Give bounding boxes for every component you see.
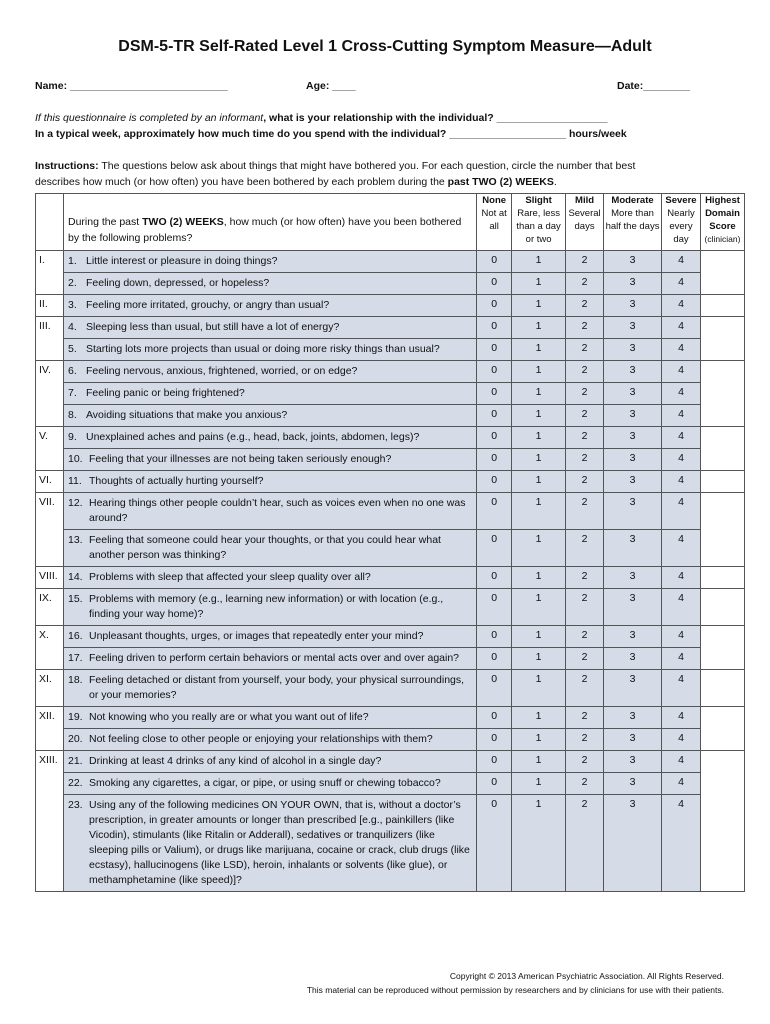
score-option-2[interactable]: 2 [566, 273, 604, 295]
typical-week-line[interactable]: In a typical week, approximately how much time do you spend with the individual? ____________________ hours/week [35, 128, 627, 140]
highest-domain-score-cell[interactable] [700, 493, 744, 567]
score-option-1[interactable]: 1 [512, 626, 566, 648]
domain-label: V. [36, 427, 64, 471]
score-option-1[interactable]: 1 [512, 670, 566, 707]
score-option-4[interactable]: 4 [662, 670, 701, 707]
score-option-0[interactable]: 0 [477, 530, 512, 567]
question-number: 9. [67, 431, 77, 443]
question-row [36, 427, 745, 449]
score-option-3[interactable]: 3 [604, 427, 662, 449]
question-text: Thoughts of actually hurting yourself? [88, 475, 264, 487]
score-option-3[interactable]: 3 [604, 295, 662, 317]
question-row [36, 251, 745, 273]
score-option-2[interactable]: 2 [566, 670, 604, 707]
score-option-0[interactable]: 0 [477, 670, 512, 707]
domain-header [36, 194, 64, 251]
score-option-1[interactable]: 1 [512, 405, 566, 427]
question-text: Using any of the following medicines ON YOUR OWN, that is, without a doctor’s prescription, in greater amounts or longer than prescribed [e.g., painkillers (like Vicodin), stimulants (like Ritalin or Adderall), sedatives or tranquilizers (like sleeping pills or Valium), or drugs like marijuana, cocaine or crack, club drugs (like ecstasy), hallucinogens (like LSD), heroin, inhalants or solvents (like glue), or methamphetamine (like speed)]? [88, 799, 470, 886]
question-cell [63, 530, 476, 567]
question-row [36, 295, 745, 317]
score-option-4[interactable]: 4 [662, 405, 701, 427]
score-option-0[interactable]: 0 [477, 795, 512, 892]
score-option-0[interactable]: 0 [477, 493, 512, 530]
question-row [36, 567, 745, 589]
score-option-2[interactable]: 2 [566, 626, 604, 648]
score-option-0[interactable]: 0 [477, 626, 512, 648]
score-option-0[interactable]: 0 [477, 707, 512, 729]
question-cell [63, 273, 476, 295]
domain-label: VII. [36, 493, 64, 567]
score-option-2[interactable]: 2 [566, 361, 604, 383]
question-cell [63, 707, 476, 729]
score-option-3[interactable]: 3 [604, 589, 662, 626]
question-text: Hearing things other people couldn’t hear, such as voices even when no one was around? [88, 497, 466, 524]
score-option-3[interactable]: 3 [604, 273, 662, 295]
question-cell [63, 251, 476, 273]
question-cell [63, 405, 476, 427]
none-header [477, 194, 512, 251]
question-text: Not knowing who you really are or what you want out of life? [88, 711, 369, 723]
question-number: 14. [67, 571, 83, 583]
score-option-4[interactable]: 4 [662, 449, 701, 471]
score-option-3[interactable]: 3 [604, 251, 662, 273]
score-option-2[interactable]: 2 [566, 530, 604, 567]
question-cell [63, 670, 476, 707]
score-option-1[interactable]: 1 [512, 773, 566, 795]
score-option-1[interactable]: 1 [512, 530, 566, 567]
question-row [36, 405, 745, 427]
moderate-header-sub: More than half the days [605, 208, 660, 232]
score-option-2[interactable]: 2 [566, 493, 604, 530]
question-cell [63, 626, 476, 648]
score-option-4[interactable]: 4 [662, 567, 701, 589]
score-option-4[interactable]: 4 [662, 773, 701, 795]
question-header-post: , how much (or how often) have you been bothered by the following problems? [67, 216, 462, 244]
score-option-4[interactable]: 4 [662, 251, 701, 273]
question-row [36, 273, 745, 295]
question-row [36, 530, 745, 567]
score-option-4[interactable]: 4 [662, 493, 701, 530]
instructions-label: Instructions: [35, 160, 99, 172]
highest-domain-score-cell[interactable] [700, 707, 744, 751]
score-option-2[interactable]: 2 [566, 729, 604, 751]
question-text: Problems with sleep that affected your sleep quality over all? [88, 571, 371, 583]
severe-header-title: Severe [665, 195, 697, 206]
question-number: 6. [67, 365, 77, 377]
score-option-1[interactable]: 1 [512, 567, 566, 589]
score-option-3[interactable]: 3 [604, 317, 662, 339]
question-row [36, 795, 745, 892]
score-option-0[interactable]: 0 [477, 729, 512, 751]
question-cell [63, 339, 476, 361]
question-cell [63, 729, 476, 751]
score-option-4[interactable]: 4 [662, 295, 701, 317]
score-option-1[interactable]: 1 [512, 427, 566, 449]
instructions-bold: past TWO (2) WEEKS [447, 176, 554, 188]
question-cell [63, 471, 476, 493]
mild-header-title: Mild [575, 195, 595, 206]
question-number: 22. [67, 777, 83, 789]
score-option-4[interactable]: 4 [662, 648, 701, 670]
score-option-3[interactable]: 3 [604, 707, 662, 729]
informant-question[interactable]: , what is your relationship with the individual? ___________________ [263, 112, 608, 124]
score-option-3[interactable]: 3 [604, 383, 662, 405]
score-option-4[interactable]: 4 [662, 383, 701, 405]
score-option-4[interactable]: 4 [662, 427, 701, 449]
score-option-2[interactable]: 2 [566, 589, 604, 626]
highest-domain-header [700, 194, 744, 251]
score-option-4[interactable]: 4 [662, 361, 701, 383]
question-row [36, 773, 745, 795]
instructions-line-2 [35, 176, 557, 188]
question-header [63, 194, 476, 251]
highest-domain-score-cell[interactable] [700, 567, 744, 589]
question-number: 5. [67, 343, 77, 355]
slight-header-title: Slight [525, 195, 552, 206]
question-row [36, 707, 745, 729]
highest-domain-score-cell[interactable] [700, 670, 744, 707]
score-option-2[interactable]: 2 [566, 648, 604, 670]
question-row [36, 449, 745, 471]
domain-label: III. [36, 317, 64, 361]
question-row [36, 751, 745, 773]
score-option-0[interactable]: 0 [477, 471, 512, 493]
highest-domain-score-cell[interactable] [700, 295, 744, 317]
highest-domain-score-cell[interactable] [700, 317, 744, 361]
question-cell [63, 427, 476, 449]
question-text: Unexplained aches and pains (e.g., head, back, joints, abdomen, legs)? [85, 431, 420, 443]
informant-italic: If this questionnaire is completed by an informant [35, 112, 264, 124]
instructions-line-1 [35, 160, 635, 172]
score-option-3[interactable]: 3 [604, 670, 662, 707]
score-option-1[interactable]: 1 [512, 449, 566, 471]
score-option-0[interactable]: 0 [477, 251, 512, 273]
question-text: Unpleasant thoughts, urges, or images that repeatedly enter your mind? [88, 630, 424, 642]
copyright-text: Copyright © 2013 American Psychiatric Association. All Rights Reserved. [449, 971, 724, 981]
question-text: Sleeping less than usual, but still have a lot of energy? [85, 321, 340, 333]
score-option-2[interactable]: 2 [566, 707, 604, 729]
domain-label: XIII. [36, 751, 64, 892]
mild-header [566, 194, 604, 251]
score-option-3[interactable]: 3 [604, 567, 662, 589]
domain-label: XII. [36, 707, 64, 751]
question-row [36, 471, 745, 493]
score-option-0[interactable]: 0 [477, 383, 512, 405]
question-row [36, 626, 745, 648]
score-option-4[interactable]: 4 [662, 317, 701, 339]
score-option-0[interactable]: 0 [477, 449, 512, 471]
informant-line [35, 112, 608, 124]
question-row [36, 729, 745, 751]
question-number: 8. [67, 409, 77, 421]
highest-domain-score-cell[interactable] [700, 751, 744, 892]
domain-label: II. [36, 295, 64, 317]
highest-domain-score-cell[interactable] [700, 589, 744, 626]
score-option-3[interactable]: 3 [604, 339, 662, 361]
score-option-3[interactable]: 3 [604, 530, 662, 567]
instructions-end: . [553, 176, 557, 188]
score-option-3[interactable]: 3 [604, 626, 662, 648]
question-row [36, 317, 745, 339]
score-option-4[interactable]: 4 [662, 530, 701, 567]
question-text: Smoking any cigarettes, a cigar, or pipe, or using snuff or chewing tobacco? [88, 777, 441, 789]
question-number: 2. [67, 277, 77, 289]
score-option-1[interactable]: 1 [512, 317, 566, 339]
moderate-header-title: Moderate [611, 195, 654, 206]
question-row [36, 648, 745, 670]
question-row [36, 493, 745, 530]
score-option-4[interactable]: 4 [662, 729, 701, 751]
score-option-1[interactable]: 1 [512, 251, 566, 273]
date-field[interactable]: Date:________ [617, 80, 690, 92]
question-row [36, 361, 745, 383]
slight-header [512, 194, 566, 251]
symptom-table [35, 193, 745, 892]
question-number: 16. [67, 630, 83, 642]
score-option-0[interactable]: 0 [477, 339, 512, 361]
highest-domain-sub: (clinician) [704, 234, 741, 244]
score-option-4[interactable]: 4 [662, 751, 701, 773]
question-text: Not feeling close to other people or enjoying your relationships with them? [88, 733, 433, 745]
question-number: 20. [67, 733, 83, 745]
question-row [36, 670, 745, 707]
score-option-0[interactable]: 0 [477, 427, 512, 449]
question-text: Problems with memory (e.g., learning new information) or with location (e.g., finding your way home)? [88, 593, 444, 620]
score-option-1[interactable]: 1 [512, 493, 566, 530]
question-text: Feeling nervous, anxious, frightened, worried, or on edge? [85, 365, 358, 377]
question-number: 12. [67, 497, 83, 509]
score-option-2[interactable]: 2 [566, 427, 604, 449]
severe-header-sub: Nearly every day [667, 208, 695, 245]
score-option-0[interactable]: 0 [477, 273, 512, 295]
question-number: 11. [67, 475, 82, 487]
question-number: 7. [67, 387, 77, 399]
question-text: Feeling down, depressed, or hopeless? [85, 277, 270, 289]
domain-label: I. [36, 251, 64, 295]
permission-text: This material can be reproduced without permission by researchers and by clinicians for use with their patients. [306, 985, 724, 995]
score-option-3[interactable]: 3 [604, 729, 662, 751]
question-number: 15. [67, 593, 83, 605]
question-number: 18. [67, 674, 83, 686]
question-cell [63, 589, 476, 626]
question-cell [63, 383, 476, 405]
score-option-2[interactable]: 2 [566, 295, 604, 317]
score-option-3[interactable]: 3 [604, 648, 662, 670]
question-cell [63, 773, 476, 795]
score-option-4[interactable]: 4 [662, 339, 701, 361]
question-cell [63, 493, 476, 530]
score-option-1[interactable]: 1 [512, 729, 566, 751]
score-option-4[interactable]: 4 [662, 273, 701, 295]
question-row [36, 383, 745, 405]
domain-label: XI. [36, 670, 64, 707]
score-option-1[interactable]: 1 [512, 339, 566, 361]
score-option-1[interactable]: 1 [512, 383, 566, 405]
none-header-title: None [482, 195, 507, 206]
domain-label: IX. [36, 589, 64, 626]
question-row [36, 589, 745, 626]
question-cell [63, 795, 476, 892]
question-cell [63, 648, 476, 670]
slight-header-sub: Rare, less than a day or two [516, 208, 561, 245]
score-option-3[interactable]: 3 [604, 493, 662, 530]
highest-domain-score-cell[interactable] [700, 361, 744, 427]
instructions-text-2: describes how much (or how often) you have been bothered by each problem during the [35, 176, 448, 188]
score-option-0[interactable]: 0 [477, 589, 512, 626]
score-option-0[interactable]: 0 [477, 773, 512, 795]
score-option-0[interactable]: 0 [477, 405, 512, 427]
score-option-3[interactable]: 3 [604, 751, 662, 773]
mild-header-sub: Several days [568, 208, 601, 232]
question-number: 21. [67, 755, 83, 767]
score-option-2[interactable]: 2 [566, 339, 604, 361]
highest-domain-score-cell[interactable] [700, 626, 744, 670]
score-option-1[interactable]: 1 [512, 795, 566, 892]
domain-label: VIII. [36, 567, 64, 589]
score-option-2[interactable]: 2 [566, 567, 604, 589]
question-cell [63, 751, 476, 773]
highest-domain-title: Highest Domain Score [705, 195, 740, 232]
question-cell [63, 361, 476, 383]
question-number: 4. [67, 321, 77, 333]
score-option-4[interactable]: 4 [662, 626, 701, 648]
domain-label: VI. [36, 471, 64, 493]
score-option-4[interactable]: 4 [662, 707, 701, 729]
score-option-2[interactable]: 2 [566, 751, 604, 773]
question-number: 23. [67, 799, 83, 811]
score-option-1[interactable]: 1 [512, 648, 566, 670]
question-number: 3. [67, 299, 77, 311]
score-option-0[interactable]: 0 [477, 648, 512, 670]
score-option-1[interactable]: 1 [512, 707, 566, 729]
highest-domain-score-cell[interactable] [700, 471, 744, 493]
question-text: Avoiding situations that make you anxious? [85, 409, 288, 421]
score-option-1[interactable]: 1 [512, 589, 566, 626]
question-cell [63, 317, 476, 339]
score-option-0[interactable]: 0 [477, 751, 512, 773]
question-cell [63, 295, 476, 317]
none-header-sub: Not at all [481, 208, 507, 232]
question-text: Drinking at least 4 drinks of any kind of alcohol in a single day? [88, 755, 382, 767]
score-option-2[interactable]: 2 [566, 383, 604, 405]
question-row [36, 339, 745, 361]
question-text: Starting lots more projects than usual or doing more risky things than usual? [85, 343, 440, 355]
question-text: Feeling detached or distant from yourself, your body, your physical surroundings, or your memories? [88, 674, 465, 701]
score-option-2[interactable]: 2 [566, 317, 604, 339]
question-number: 17. [67, 652, 83, 664]
score-option-2[interactable]: 2 [566, 449, 604, 471]
score-option-4[interactable]: 4 [662, 471, 701, 493]
question-text: Feeling driven to perform certain behaviors or mental acts over and over again? [88, 652, 460, 664]
score-option-2[interactable]: 2 [566, 251, 604, 273]
age-field[interactable]: Age: ____ [306, 80, 356, 92]
score-option-1[interactable]: 1 [512, 751, 566, 773]
score-option-3[interactable]: 3 [604, 405, 662, 427]
highest-domain-score-cell[interactable] [700, 427, 744, 471]
question-number: 1. [67, 255, 77, 267]
score-option-1[interactable]: 1 [512, 295, 566, 317]
instructions-text-1: The questions below ask about things that might have bothered you. For each question, circle the number that best [98, 160, 636, 172]
name-field[interactable]: Name: ___________________________ [35, 80, 228, 92]
score-option-3[interactable]: 3 [604, 361, 662, 383]
question-text: Feeling panic or being frightened? [85, 387, 245, 399]
question-number: 10. [67, 453, 83, 465]
score-option-4[interactable]: 4 [662, 795, 701, 892]
question-text: Feeling that someone could hear your thoughts, or that you could hear what another person was thinking? [88, 534, 441, 561]
domain-label: IV. [36, 361, 64, 427]
score-option-1[interactable]: 1 [512, 471, 566, 493]
score-option-0[interactable]: 0 [477, 295, 512, 317]
question-header-bold: TWO (2) WEEKS [142, 216, 224, 228]
question-text: Feeling more irritated, grouchy, or angry than usual? [85, 299, 330, 311]
question-number: 19. [67, 711, 83, 723]
severe-header [662, 194, 701, 251]
score-option-2[interactable]: 2 [566, 795, 604, 892]
score-option-2[interactable]: 2 [566, 773, 604, 795]
question-text: Feeling that your illnesses are not being taken seriously enough? [88, 453, 392, 465]
score-option-1[interactable]: 1 [512, 361, 566, 383]
score-option-1[interactable]: 1 [512, 273, 566, 295]
header-row [36, 194, 745, 251]
score-option-3[interactable]: 3 [604, 471, 662, 493]
question-text: Little interest or pleasure in doing things? [85, 255, 278, 267]
score-option-3[interactable]: 3 [604, 773, 662, 795]
domain-label: X. [36, 626, 64, 670]
form-title: DSM-5-TR Self-Rated Level 1 Cross-Cutting Symptom Measure—Adult [118, 38, 652, 55]
moderate-header [604, 194, 662, 251]
score-option-0[interactable]: 0 [477, 567, 512, 589]
question-cell [63, 449, 476, 471]
question-rows [36, 251, 745, 892]
score-option-2[interactable]: 2 [566, 471, 604, 493]
score-option-0[interactable]: 0 [477, 361, 512, 383]
highest-domain-score-cell[interactable] [700, 251, 744, 295]
question-number: 13. [67, 534, 83, 546]
score-option-4[interactable]: 4 [662, 589, 701, 626]
question-cell [63, 567, 476, 589]
score-option-3[interactable]: 3 [604, 795, 662, 892]
score-option-0[interactable]: 0 [477, 317, 512, 339]
question-header-pre: During the past [67, 216, 143, 228]
score-option-3[interactable]: 3 [604, 449, 662, 471]
score-option-2[interactable]: 2 [566, 405, 604, 427]
